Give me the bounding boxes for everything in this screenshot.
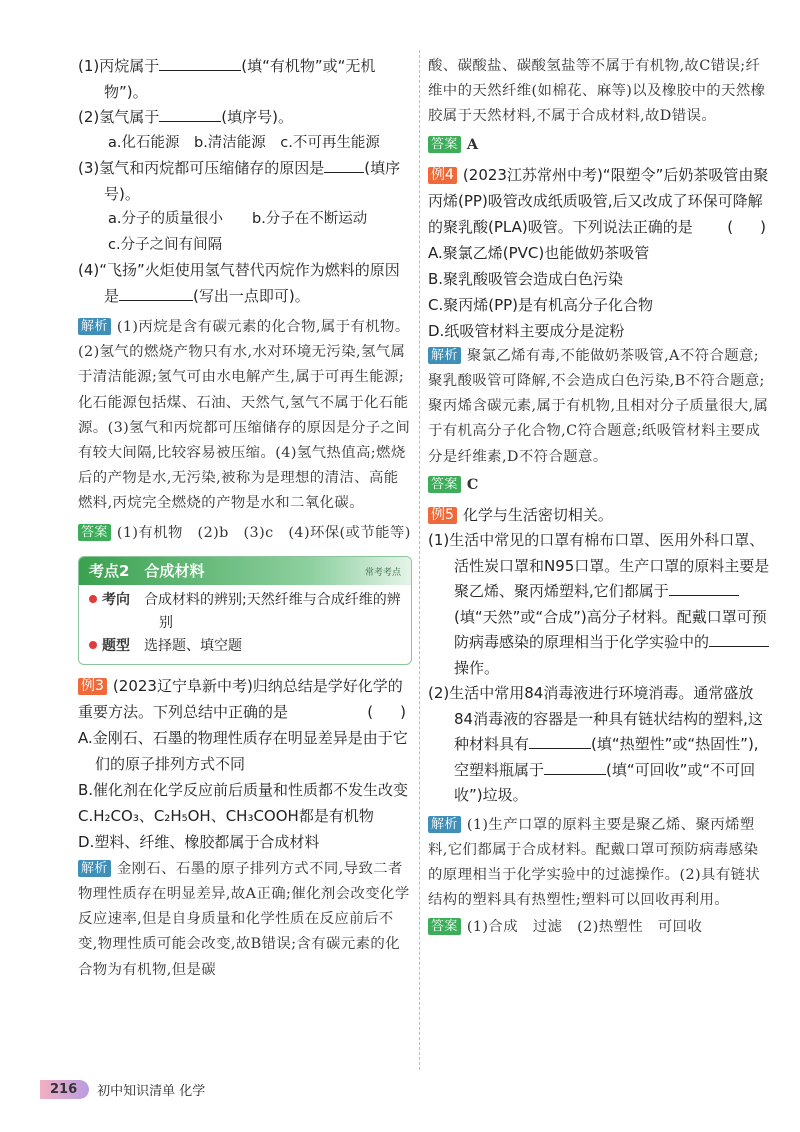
- knowledge-point-badge: 常考考点: [364, 567, 401, 578]
- analysis-tag: 解析: [78, 318, 111, 335]
- answer-blank: [159, 105, 221, 122]
- example-3-analysis: 解析 金刚石、石墨的原子排列方式不同,导致二者物理性质存在明显差异,故A正确;催化剂会改变化学反应速率,但是自身质量和化学性质在反应前后不变,物理性质可能会改变,故B错误;含有碳元素的化合物为有机物,但是碳: [78, 860, 410, 978]
- example-5-answer: 答案 (1)合成 过滤 (2)热塑性 可回收: [428, 915, 772, 940]
- book-title: 初中知识清单 化学: [97, 1084, 206, 1099]
- example-5-analysis: 解析 (1)生产口罩的原料主要是聚乙烯、聚丙烯塑料,它们都属于合成材料。配戴口罩可预防病毒感染的原理相当于化学实验中的过滤操作。(2)具有链状结构的塑料具有热塑性;塑料可以回收再利用。: [428, 816, 761, 909]
- example-4-stem: 例4 (2023江苏常州中考)“限塑令”后奶茶吸管由聚丙烯(PP)吸管改成纸质吸管,后又改成了环保可降解的聚乳酸(PLA)吸管。下列说法正确的是 ( ): [428, 165, 772, 236]
- example-4-option-d: D.纸吸管材料主要成分是淀粉: [428, 321, 625, 340]
- column-divider: [419, 50, 420, 1070]
- answer-blank: [324, 156, 364, 173]
- question-2: (2)氢气属于 (填序号)。: [78, 105, 412, 131]
- example-3-answer: 答案 A: [428, 132, 772, 158]
- bullet-icon: [89, 641, 97, 649]
- bullet-icon: [89, 595, 97, 603]
- example-5-question-1: (1)生活中常见的口罩有棉布口罩、医用外科口罩、活性炭口罩和N95口罩。生产口罩的原料主要是聚乙烯、聚丙烯塑料,它们都属于(填“天然”或“合成”)高分子材料。配戴口罩可预防病毒感染的原理相当于化学实验中的操作。: [428, 531, 770, 677]
- answer-tag: 答案: [428, 476, 461, 493]
- left-column: [78, 54, 412, 983]
- example-5-question-2: (2)生活中常用84消毒液进行环境消毒。通常盛放84消毒液的容器是一种具有链状结构的塑料,这种材料具有 (填“热塑性”或“热固性”),空塑料瓶属于 (填“可回收”或“不可回收”)垃圾。: [428, 684, 763, 805]
- answer-tag: 答案: [428, 918, 461, 935]
- knowledge-point-header: [79, 557, 411, 585]
- analysis-tag: 解析: [428, 347, 461, 364]
- knowledge-point-box: [78, 556, 412, 665]
- answer-tag: 答案: [428, 136, 461, 153]
- example-3-analysis-continued: 酸、碳酸盐、碳酸氢盐等不属于有机物,故C错误;纤维中的天然纤维(如棉花、麻等)以及橡胶中的天然橡胶属于天然材料,不属于合成材料,故D错误。: [428, 58, 766, 125]
- answer-blank: [529, 732, 591, 749]
- right-column: [428, 54, 772, 941]
- example-4-option-a: A.聚氯乙烯(PVC)也能做奶茶吸管: [428, 243, 650, 262]
- answer-blank: [544, 758, 606, 775]
- example-3-option-d: D.塑料、纤维、橡胶都属于合成材料: [78, 832, 320, 851]
- question-3-options-2: c.分子之间有间隔: [108, 236, 223, 253]
- question-2-options: a.化石能源 b.清洁能源 c.不可再生能源: [108, 134, 380, 151]
- answer-blank: [119, 284, 193, 301]
- answer-tag: 答案: [78, 524, 111, 541]
- example-3-stem: 例3 (2023辽宁阜新中考)归纳总结是学好化学的重要方法。下列总结中正确的是 ( ): [78, 676, 412, 721]
- question-1: (1)丙烷属于 (填“有机物”或“无机物”)。: [78, 54, 412, 105]
- question-3-options-1: a.分子的质量很小 b.分子在不断运动: [108, 211, 368, 227]
- page-footer: [40, 1080, 205, 1099]
- analysis-tag: 解析: [428, 816, 461, 833]
- knowledge-point-title: 考点2 合成材料: [89, 562, 205, 581]
- example-3-option-c: C.H₂CO₃、C₂H₅OH、CH₃COOH都是有机物: [78, 806, 374, 825]
- example-5-stem: 例5 化学与生活密切相关。: [428, 502, 772, 528]
- answer-block: 答案 (1)有机物 (2)b (3)c (4)环保(或节能等): [78, 521, 412, 546]
- example-tag: 例3: [78, 678, 107, 695]
- analysis-block: 解析 (1)丙烷是含有碳元素的化合物,属于有机物。(2)氢气的燃烧产物只有水,水对环境无污染,氢气属于清洁能源;氢气可由水电解产生,属于可再生能源;化石能源包括煤、石油、天然气,氢气不属于化石能源。(3)氢气和丙烷都可压缩储存的原因是分子之间有较大间隔,比较容易被压缩。(4)氢气热值高;燃烧后的产物是水,无污染,被称为是理想的清洁、高能燃料,丙烷完全燃烧的产物是水和二氧化碳。: [78, 319, 411, 512]
- answer-blank: [159, 54, 241, 71]
- question-4: (4)“飞扬”火炬使用氢气替代丙烷作为燃料的原因是 (写出一点即可)。: [78, 261, 400, 305]
- example-4-answer: 答案 C: [428, 472, 772, 498]
- knowledge-point-direction: 考向 合成材料的辨别;天然纤维与合成纤维的辨别: [89, 589, 401, 635]
- example-3-option-a: A.金刚石、石墨的物理性质存在明显差异是由于它们的原子排列方式不同: [78, 728, 408, 773]
- example-4-analysis: 解析 聚氯乙烯有毒,不能做奶茶吸管,A不符合题意;聚乳酸吸管可降解,不会造成白色污染,B不符合题意;聚丙烯含碳元素,属于有机物,且相对分子质量很大,属于有机高分子化合物,C符合题意;纸吸管材料主要成分是纤维素,D不符合题意。: [428, 347, 769, 465]
- example-3-option-b: B.催化剂在化学反应前后质量和性质都不发生改变: [78, 780, 409, 799]
- example-tag: 例5: [428, 507, 457, 524]
- analysis-tag: 解析: [78, 860, 111, 877]
- example-4-option-b: B.聚乳酸吸管会造成白色污染: [428, 269, 624, 288]
- example-tag: 例4: [428, 167, 457, 184]
- question-3: (3)氢气和丙烷都可压缩储存的原因是 (填序号)。: [78, 156, 412, 207]
- answer-blank: [669, 579, 739, 596]
- knowledge-point-type: 题型 选择题、填空题: [89, 635, 401, 658]
- page-number: 216: [40, 1080, 89, 1099]
- answer-blank: [709, 630, 769, 647]
- example-4-option-c: C.聚丙烯(PP)是有机高分子化合物: [428, 295, 654, 314]
